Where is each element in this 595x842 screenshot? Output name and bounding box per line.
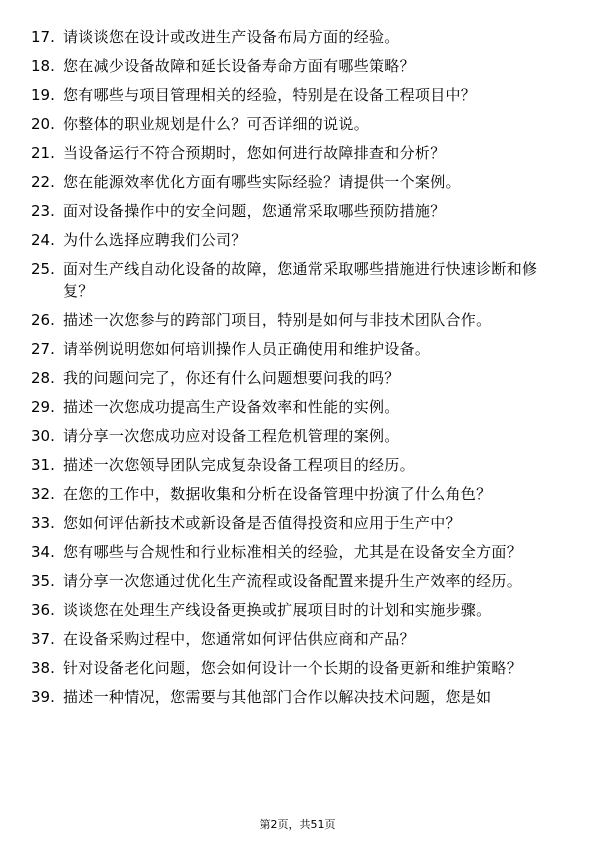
question-text: 您在减少设备故障和延长设备寿命方面有哪些策略？ <box>63 57 415 75</box>
question-text: 你整体的职业规划是什么？可否详细的说说。 <box>63 115 370 133</box>
question-item <box>31 309 561 331</box>
question-number: 38. <box>31 659 55 677</box>
question-text: 描述一次您参与的跨部门项目，特别是如何与非技术团队合作。 <box>63 311 492 329</box>
question-text: 请分享一次您成功应对设备工程危机管理的案例。 <box>63 427 400 445</box>
page-number: 第2页，共51页 <box>259 818 336 831</box>
question-number: 35. <box>31 572 55 590</box>
question-number: 20. <box>31 115 55 133</box>
question-item <box>31 229 561 251</box>
question-text: 谈谈您在处理生产线设备更换或扩展项目时的计划和实施步骤。 <box>63 601 492 619</box>
question-number: 31. <box>31 456 55 474</box>
question-text: 描述一次您领导团队完成复杂设备工程项目的经历。 <box>63 456 415 474</box>
question-number: 39. <box>31 688 55 706</box>
question-item <box>31 512 561 534</box>
question-number: 32. <box>31 485 55 503</box>
question-item <box>31 541 561 563</box>
question-number: 19. <box>31 86 55 104</box>
question-text: 您有哪些与项目管理相关的经验，特别是在设备工程项目中？ <box>63 86 477 104</box>
question-item <box>31 628 561 650</box>
question-number: 36. <box>31 601 55 619</box>
question-item <box>31 26 561 48</box>
question-item <box>31 425 561 447</box>
question-item <box>31 657 561 679</box>
question-item <box>31 171 561 193</box>
question-text: 面对生产线自动化设备的故障，您通常采取哪些措施进行快速诊断和修复？ <box>63 260 538 300</box>
question-number: 24. <box>31 231 55 249</box>
question-text: 您有哪些与合规性和行业标准相关的经验，尤其是在设备安全方面？ <box>63 543 523 561</box>
question-item <box>31 258 561 302</box>
question-item <box>31 686 561 708</box>
question-text: 我的问题问完了，你还有什么问题想要问我的吗？ <box>63 369 400 387</box>
question-item <box>31 142 561 164</box>
question-text: 在您的工作中，数据收集和分析在设备管理中扮演了什么角色？ <box>63 485 492 503</box>
question-item <box>31 570 561 592</box>
question-number: 28. <box>31 369 55 387</box>
question-item <box>31 200 561 222</box>
question-number: 30. <box>31 427 55 445</box>
question-number: 26. <box>31 311 55 329</box>
question-number: 29. <box>31 398 55 416</box>
question-number: 33. <box>31 514 55 532</box>
question-number: 37. <box>31 630 55 648</box>
question-text: 描述一次您成功提高生产设备效率和性能的实例。 <box>63 398 400 416</box>
question-text: 针对设备老化问题，您会如何设计一个长期的设备更新和维护策略？ <box>63 659 523 677</box>
question-text: 面对设备操作中的安全问题，您通常采取哪些预防措施？ <box>63 202 446 220</box>
question-text: 为什么选择应聘我们公司？ <box>63 231 247 249</box>
question-number: 17. <box>31 28 55 46</box>
question-number: 25. <box>31 260 55 278</box>
question-number: 27. <box>31 340 55 358</box>
question-text: 您在能源效率优化方面有哪些实际经验？请提供一个案例。 <box>63 173 461 191</box>
question-number: 23. <box>31 202 55 220</box>
question-text: 请举例说明您如何培训操作人员正确使用和维护设备。 <box>63 340 431 358</box>
question-text: 当设备运行不符合预期时，您如何进行故障排查和分析？ <box>63 144 446 162</box>
question-list <box>31 26 561 715</box>
question-number: 21. <box>31 144 55 162</box>
question-text: 您如何评估新技术或新设备是否值得投资和应用于生产中？ <box>63 514 461 532</box>
question-item <box>31 338 561 360</box>
question-item <box>31 113 561 135</box>
question-item <box>31 367 561 389</box>
question-number: 18. <box>31 57 55 75</box>
question-item <box>31 55 561 77</box>
question-text: 请分享一次您通过优化生产流程或设备配置来提升生产效率的经历。 <box>63 572 523 590</box>
question-text: 在设备采购过程中，您通常如何评估供应商和产品？ <box>63 630 415 648</box>
question-item <box>31 396 561 418</box>
question-item <box>31 454 561 476</box>
question-number: 34. <box>31 543 55 561</box>
question-text: 描述一种情况，您需要与其他部门合作以解决技术问题，您是如 <box>63 688 492 706</box>
question-item <box>31 483 561 505</box>
question-number: 22. <box>31 173 55 191</box>
question-item <box>31 84 561 106</box>
question-item <box>31 599 561 621</box>
question-text: 请谈谈您在设计或改进生产设备布局方面的经验。 <box>63 28 400 46</box>
